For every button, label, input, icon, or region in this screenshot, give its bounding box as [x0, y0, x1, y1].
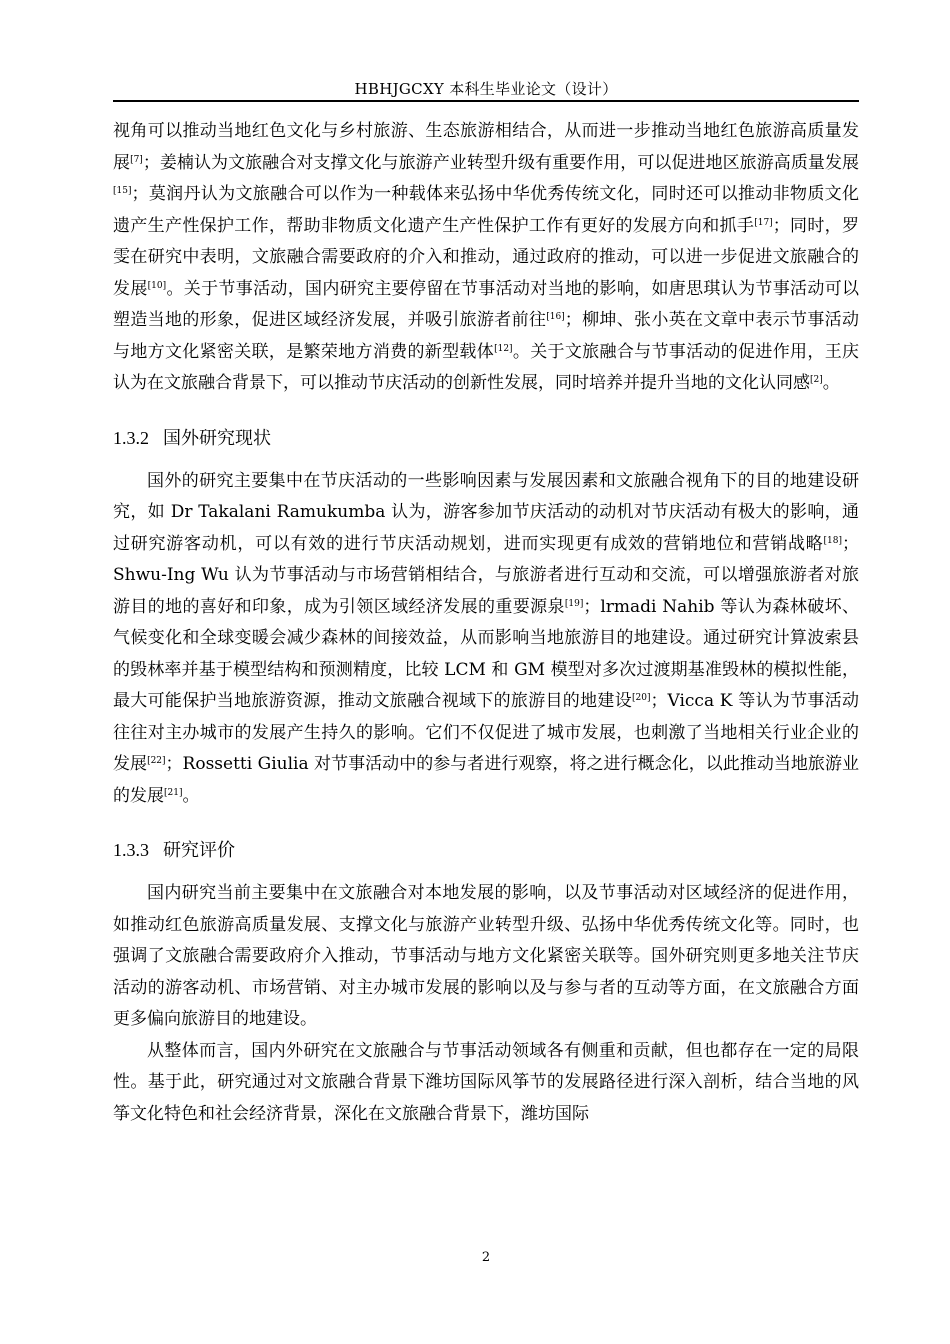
text-run: ；lrmadi Nahib 等认为森林破坏、气候变化和全球变暖会减少森林的间接效益，从而影响当地旅游目的地建设。通过研究计算波索县的毁林率并基于模型结构和预测精度，比较 LCM 和 GM 模型对多次过渡期基准毁林的模拟性能，最大可能保护当地旅游资源，推动文旅融合视域下的旅游目的地建设 [113, 596, 859, 711]
text-run: 视角可以推动当地红色文化与乡村旅游、生态旅游相结合，从而进一步推动当地红色旅游高质量发展 [113, 121, 859, 173]
citation: [10] [147, 280, 167, 291]
citation: [19] [564, 598, 584, 609]
citation: [2] [810, 375, 823, 385]
text-run: 。 [182, 785, 200, 806]
page-header: HBHJGCXY 本科生毕业论文（设计） [354, 80, 618, 98]
text-run: 国外的研究主要集中在节庆活动的一些影响因素与发展因素和文旅融合视角下的目的地建设研究，如 Dr Takalani Ramukumba 认为，游客参加节庆活动的动机对节庆活动有极大的影响，通过研究游客动机，可以有效的进行节庆活动规划，进而实现更有成效的营销地位和营销战略 [113, 470, 859, 554]
text-run: ；姜楠认为文旅融合对支撑文化与旅游产业转型升级有重要作用，可以促进地区旅游高质量发展 [142, 152, 860, 173]
citation: [15] [113, 186, 132, 196]
header-rule [113, 100, 859, 102]
page-body [113, 116, 859, 1130]
citation: [20] [632, 693, 651, 703]
citation: [21] [164, 787, 183, 798]
citation: [12] [494, 343, 513, 354]
text-run: 。关于节事活动，国内研究主要停留在节事活动对当地的影响，如唐思琪认为节事活动可以塑造当地的形象，促进区域经济发展，并吸引旅游者前往 [113, 278, 860, 330]
section-heading-1-3-2 [113, 425, 859, 452]
citation: [16] [546, 312, 565, 322]
text-run: 。关于文旅融合与节事活动的促进作用，王庆认为在文旅融合背景下，可以推动节庆活动的创新性发展，同时培养并提升当地的文化认同感 [113, 341, 860, 393]
citation: [17] [754, 217, 773, 228]
paragraph-research-evaluation: 国内研究当前主要集中在文旅融合对本地发展的影响，以及节事活动对区域经济的促进作用，如推动红色旅游高质量发展、支撑文化与旅游产业转型升级、弘扬中华优秀传统文化等。同时，也强调了文旅融合需要政府介入推动，节事活动与地方文化紧密关联等。国外研究则更多地关注节庆活动的游客动机、市场营销、对主办城市发展的影响以及与参与者的互动等方面，在文旅融合方面更多偏向旅游目的地建设。 [113, 883, 859, 1029]
citation: [18] [823, 535, 842, 546]
section-number: 1.3.2 [113, 427, 149, 448]
paragraph-foreign-research [113, 466, 859, 813]
paragraph-domestic-research [113, 116, 859, 400]
text-run: ；莫润丹认为文旅融合可以作为一种载体来弘扬中华优秀传统文化，同时还可以推动非物质文化遗产生产性保护工作，帮助非物质文化遗产生产性保护工作有更好的发展方向和抓手 [113, 184, 859, 236]
citation: [22] [147, 756, 166, 766]
text-run: ；Rossetti Giulia 对节事活动中的参与者进行观察，将之进行概念化，以此推动当地旅游业的发展 [113, 754, 859, 806]
section-title: 研究评价 [163, 840, 235, 861]
section-title: 国外研究现状 [163, 427, 271, 449]
citation: [7] [130, 154, 143, 165]
text-run: ；同时，罗雯在研究中表明，文旅融合需要政府的介入和推动，通过政府的推动，可以进一步促进文旅融合的发展 [113, 215, 860, 299]
text-run: ；柳坤、张小英在文章中表示节事活动与地方文化紧密关联，是繁荣地方消费的新型载体 [113, 310, 860, 362]
text-run: ；Vicca K 等认为节事活动往往对主办城市的发展产生持久的影响。它们不仅促进了城市发展，也刺激了当地相关行业企业的发展 [113, 691, 860, 774]
text-run: 。 [822, 373, 840, 393]
page-number: 2 [481, 1250, 491, 1265]
section-number: 1.3.3 [113, 840, 149, 860]
paragraph-overall-summary: 从整体而言，国内外研究在文旅融合与节事活动领域各有侧重和贡献，但也都存在一定的局限性。基于此，研究通过对文旅融合背景下潍坊国际风筝节的发展路径进行深入剖析，结合当地的风筝文化特色和社会经济背景，深化在文旅融合背景下，潍坊国际 [113, 1040, 859, 1124]
text-run: ；Shwu-Ing Wu 认为节事活动与市场营销相结合，与旅游者进行互动和交流，可以增强旅游者对旅游目的地的喜好和印象，成为引领区域经济发展的重要源泉 [113, 533, 859, 617]
section-heading-1-3-3 [113, 837, 859, 864]
